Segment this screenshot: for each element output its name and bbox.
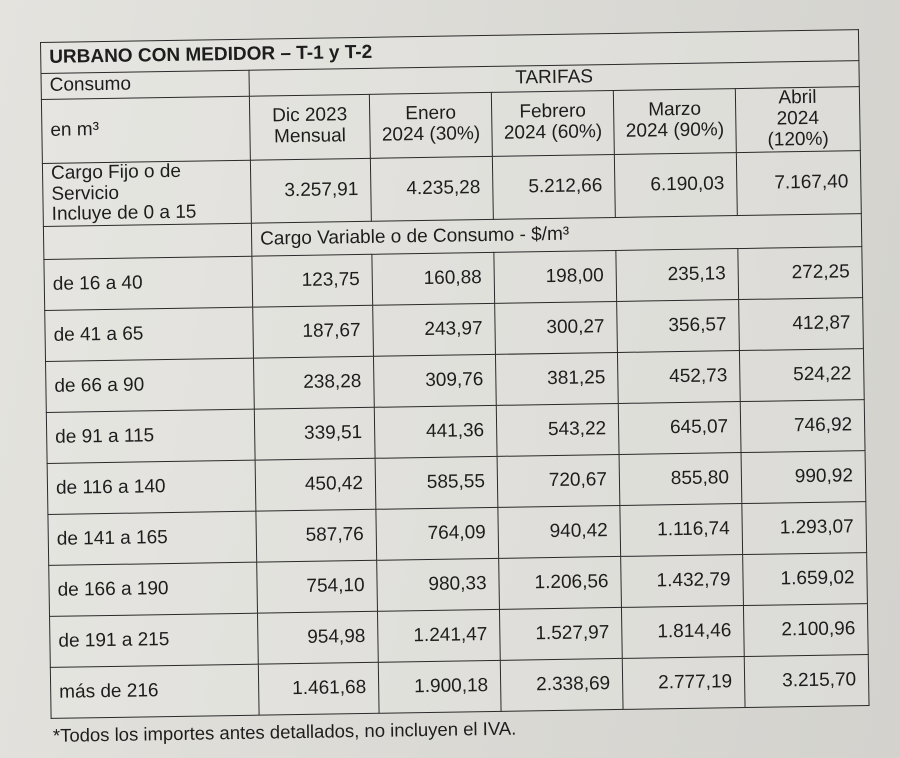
rate-value: 309,76 xyxy=(373,355,496,408)
rate-value: 720,67 xyxy=(497,455,620,508)
fixed-charge-label: Cargo Fijo o de Servicio Incluye de 0 a 15 xyxy=(42,160,251,227)
rate-value: 980,33 xyxy=(377,559,500,612)
footnote: *Todos los importes antes detallados, no incluyen el IVA. xyxy=(52,717,517,747)
rate-value: 645,07 xyxy=(618,402,741,455)
range-label: de 41 a 65 xyxy=(45,308,254,362)
tariff-table xyxy=(40,29,870,719)
rate-value: 587,76 xyxy=(256,510,377,563)
rate-value: 2.338,69 xyxy=(500,659,623,712)
fixed-charge-value: 6.190,03 xyxy=(614,152,737,218)
rate-value: 243,97 xyxy=(373,304,496,357)
variable-section-label: Cargo Variable o de Consumo - $/m³ xyxy=(251,214,861,257)
rate-value: 754,10 xyxy=(257,561,378,614)
column-header: Dic 2023 Mensual xyxy=(249,94,370,160)
rate-value: 2.100,96 xyxy=(743,604,868,657)
consumo-label: Consumo xyxy=(41,70,249,99)
rate-value: 1.116,74 xyxy=(620,504,743,557)
rate-value: 441,36 xyxy=(374,406,497,459)
rate-value: 585,55 xyxy=(375,457,498,510)
column-header: Enero 2024 (30%) xyxy=(369,92,492,158)
rate-value: 356,57 xyxy=(617,300,740,353)
table-title: URBANO CON MEDIDOR – T-1 y T-2 xyxy=(41,30,859,74)
fixed-charge-value: 4.235,28 xyxy=(370,156,493,222)
rate-value: 452,73 xyxy=(617,351,740,404)
rate-value: 381,25 xyxy=(495,353,618,406)
rate-value: 339,51 xyxy=(254,408,375,461)
rate-value: 1.206,56 xyxy=(499,557,622,610)
rate-value: 543,22 xyxy=(496,404,619,457)
fixed-charge-value: 7.167,40 xyxy=(736,150,861,216)
column-header: Abril 2024 (120%) xyxy=(735,87,860,153)
rate-value: 1.432,79 xyxy=(621,555,744,608)
range-label: de 166 a 190 xyxy=(49,563,258,617)
rate-value: 1.659,02 xyxy=(743,553,868,606)
rate-value: 855,80 xyxy=(619,453,742,506)
rate-value: 1.814,46 xyxy=(621,606,744,659)
rate-value: 1.241,47 xyxy=(377,610,500,663)
tarifas-header: TARIFAS xyxy=(249,61,859,97)
rate-value: 1.527,97 xyxy=(499,608,622,661)
range-label: más de 216 xyxy=(50,664,259,718)
variable-section-blank xyxy=(43,224,251,260)
rate-value: 764,09 xyxy=(376,508,499,561)
rate-value: 238,28 xyxy=(253,357,374,410)
rate-value: 450,42 xyxy=(255,459,376,512)
rate-value: 187,67 xyxy=(253,306,374,359)
range-label: de 66 a 90 xyxy=(46,359,255,413)
range-label: de 141 a 165 xyxy=(48,512,257,566)
rate-value: 1.461,68 xyxy=(258,663,379,716)
range-label: de 191 a 215 xyxy=(50,613,259,667)
rate-value: 272,25 xyxy=(738,247,863,300)
rate-value: 954,98 xyxy=(258,612,379,665)
column-header: Febrero 2024 (60%) xyxy=(491,91,614,157)
range-label: de 16 a 40 xyxy=(44,257,253,311)
rate-value: 1.293,07 xyxy=(742,502,867,555)
rate-value: 746,92 xyxy=(740,400,865,453)
rate-value: 300,27 xyxy=(495,302,618,355)
rate-value: 2.777,19 xyxy=(622,657,745,710)
rate-value: 198,00 xyxy=(494,251,617,304)
rate-value: 524,22 xyxy=(739,349,864,402)
rate-value: 990,92 xyxy=(741,451,866,504)
fixed-charge-value: 3.257,91 xyxy=(250,158,371,224)
rate-value: 235,13 xyxy=(616,249,739,302)
unit-label: en m³ xyxy=(41,96,250,163)
rate-value: 160,88 xyxy=(372,253,495,306)
range-label: de 91 a 115 xyxy=(46,410,255,464)
column-header: Marzo 2024 (90%) xyxy=(613,89,736,155)
rate-value: 3.215,70 xyxy=(744,655,869,708)
range-label: de 116 a 140 xyxy=(47,461,256,515)
rate-value: 123,75 xyxy=(252,255,373,308)
tariff-document xyxy=(40,29,869,747)
rate-value: 940,42 xyxy=(498,506,621,559)
rate-value: 1.900,18 xyxy=(378,661,501,714)
fixed-charge-value: 5.212,66 xyxy=(492,154,615,220)
rate-value: 412,87 xyxy=(739,298,864,351)
